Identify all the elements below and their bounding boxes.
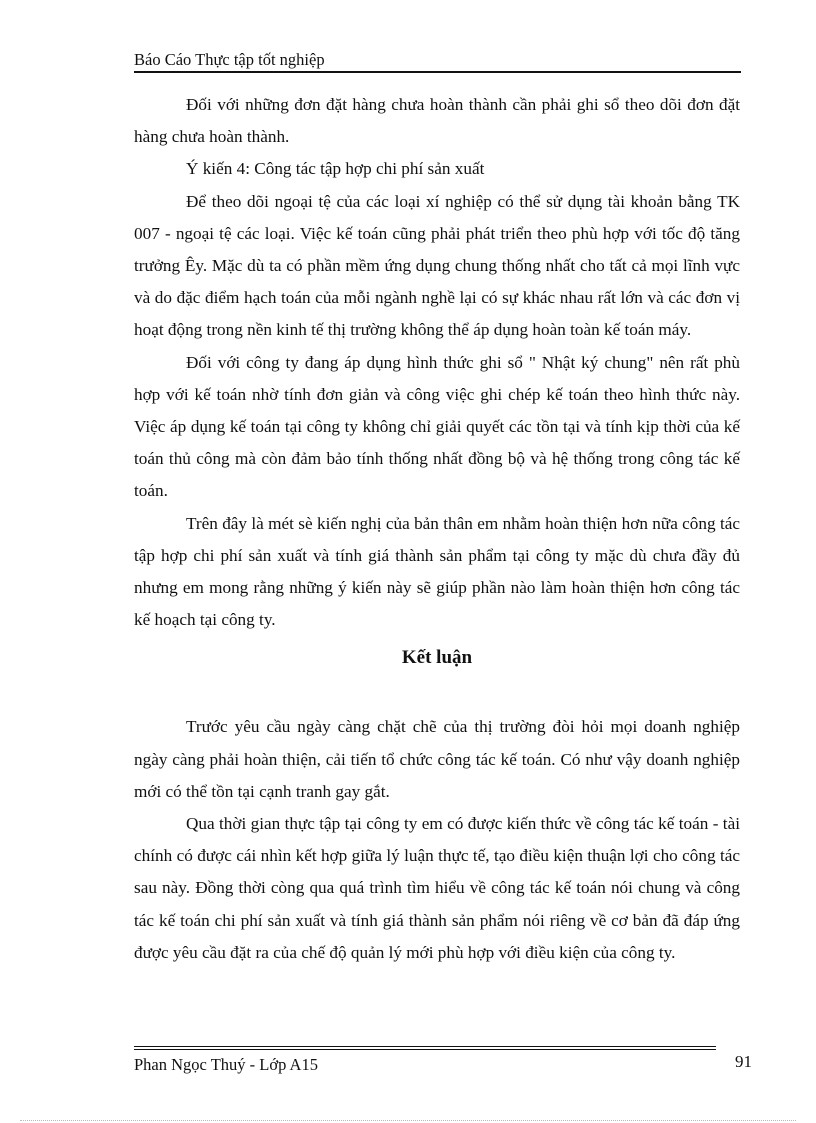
paragraph-general-journal: Đối với công ty đang áp dụng hình thức ghi sổ " Nhật ký chung" nên rất phù hợp với kế toán nhờ tính đơn giản và công việc ghi chép kế toán theo hình thức này. Việc áp dụng kế toán tại công ty không chỉ giải quyết các tồn tại và tính kịp thời của kế toán thủ công mà còn đảm bảo tính thống nhất đồng bộ và hệ thống trong công tác kế toán. [134, 352, 740, 501]
paragraph-recommendations: Trên đây là mét sè kiến nghị của bản thân em nhằm hoàn thiện hơn nữa công tác tập hợp chi phí sản xuất và tính giá thành sản phẩm tại công ty mặc dù chưa đầy đủ nhưng em mong rằng những ý kiến này sẽ giúp phần nào làm hoàn thiện hơn công tác kế hoạch tại công ty. [134, 513, 740, 630]
header-rule [134, 71, 741, 73]
page-bottom-divider [20, 1120, 796, 1121]
document-body [134, 89, 740, 969]
footer-rule [134, 1046, 716, 1050]
page-header-title: Báo Cáo Thực tập tốt nghiệp [134, 50, 325, 69]
paragraph-foreign-currency: Để theo dõi ngoại tệ của các loại xí nghiệp có thể sử dụng tài khoản bằng TK 007 - ngoại tệ các loại. Việc kế toán cũng phải phát triển theo phù hợp với tốc độ tăng trưởng Êy. Mặc dù ta có phần mềm ứng dụng chung thống nhất cho tất cả mọi lĩnh vực và do đặc điểm hạch toán của mỗi ngành nghề lại có sự khác nhau rất lớn và các đơn vị hoạt động trong nền kinh tế thị trường không thể áp dụng hoàn toàn kế toán máy. [134, 191, 740, 340]
conclusion-heading: Kết luận [401, 647, 473, 669]
paragraph-conclusion-1: Trước yêu cầu ngày càng chặt chẽ của thị trường đòi hỏi mọi doanh nghiệp ngày càng phải hoàn thiện, cải tiến tổ chức công tác kế toán. Có như vậy doanh nghiệp mới có thể tồn tại cạnh tranh gay gắt. [134, 717, 740, 801]
paragraph-incomplete-orders: Đối với những đơn đặt hàng chưa hoàn thành cần phải ghi sổ theo dõi đơn đặt hàng chưa hoàn thành. [134, 95, 740, 147]
page-number: 91 [735, 1052, 752, 1071]
footer-author: Phan Ngọc Thuý - Lớp A15 [134, 1055, 318, 1074]
paragraph-conclusion-2: Qua thời gian thực tập tại công ty em có được kiến thức về công tác kế toán - tài chính có được cái nhìn kết hợp giữa lý luận thực tế, tạo điều kiện thuận lợi cho công tác sau này. Đồng thời còng qua quá trình tìm hiểu về công tác kế toán nói chung và công tác kế toán chi phí sản xuất và tính giá thành sản phẩm nói riêng về cơ bản đã đáp ứng được yêu cầu đặt ra của chế độ quản lý mới phù hợp với điều kiện của công ty. [134, 814, 740, 962]
paragraph-opinion-4-heading: Ý kiến 4: Công tác tập hợp chi phí sản xuất [186, 159, 485, 179]
